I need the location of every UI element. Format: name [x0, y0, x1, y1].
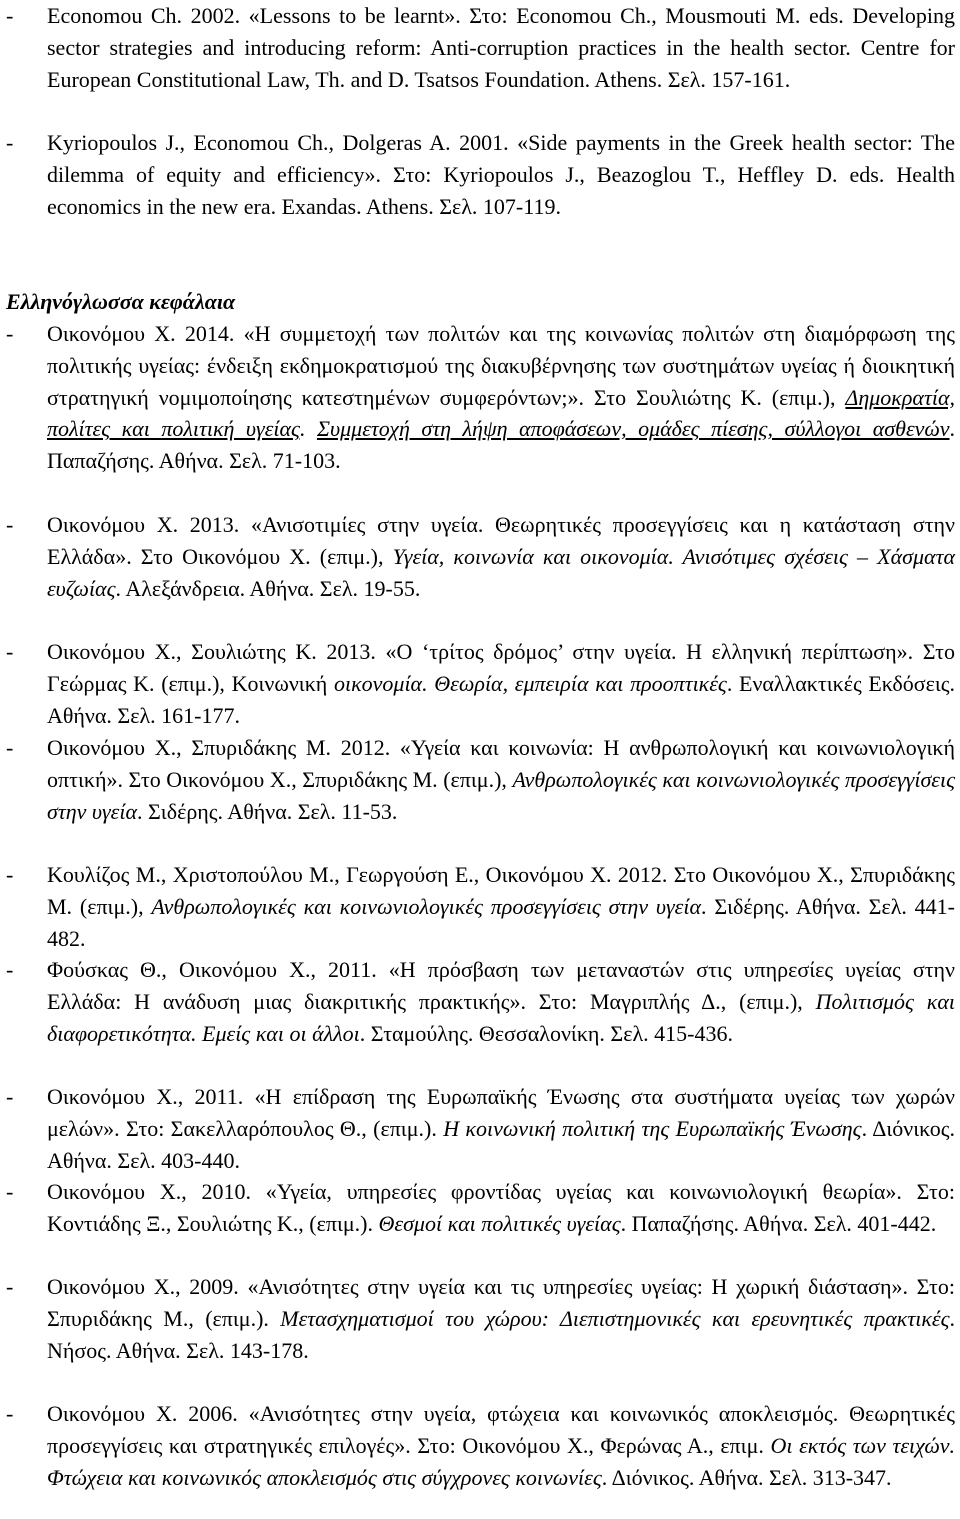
italic-title-run: Δημοκρατία, πολίτες και πολιτική υγείας — [47, 384, 955, 442]
italic-title-run: Υγεία, κοινωνία και οικονομία. Ανισότιμες σχέσεις – Χάσματα ευζωίας — [47, 543, 955, 601]
text-run: Οικονόμου Χ. 2013. «Ανισοτιμίες στην υγεία. Θεωρητικές προσεγγίσεις και η κατάσταση στην Ελλάδα». Στο Οικονόμου Χ. (επιμ.), — [47, 512, 955, 569]
list-dash: - — [6, 1401, 14, 1426]
text-run: . Διόνικος. Αθήνα. Σελ. 313-347. — [601, 1464, 892, 1490]
list-dash: - — [6, 862, 14, 887]
reference-text — [47, 732, 955, 827]
reference-entry — [0, 127, 955, 222]
text-run: Οικονόμου Χ., Σπυριδάκης Μ. 2012. «Υγεία και κοινωνία: Η ανθρωπολογική και κοινωνιολογική οπτική». Στο Οικονόμου Χ., Σπυριδάκης Μ. (επιμ.), — [47, 735, 955, 792]
italic-title-run: Ανθρωπολογικές και κοινωνιολογικές προσεγγίσεις στην υγεία — [47, 766, 956, 824]
reference-entry — [0, 954, 955, 1049]
list-dash: - — [6, 735, 14, 760]
italic-title-run: Ανθρωπολογικές και κοινωνιολογικές προσεγγίσεις στην υγεία — [151, 893, 701, 919]
text-run: . Διόνικος. Αθήνα. Σελ. 403-440. — [47, 1115, 955, 1173]
italic-title-run: οικονομία. Θεωρία, εμπειρία και προοπτικές — [333, 670, 727, 696]
text-run: . Σιδέρης. Αθήνα. Σελ. 441-482. — [47, 893, 956, 951]
reference-text — [47, 859, 955, 954]
reference-text — [47, 1081, 955, 1176]
reference-entry — [0, 732, 955, 827]
reference-entry — [0, 509, 955, 604]
reference-text — [47, 1271, 955, 1366]
list-dash: - — [6, 639, 14, 664]
text-run: . Εναλλακτικές Εκδόσεις. Αθήνα. Σελ. 161-177. — [47, 670, 955, 728]
text-run: . Σιδέρης. Αθήνα. Σελ. 11-53. — [137, 798, 398, 824]
list-dash: - — [6, 512, 14, 537]
text-run: . Σταμούλης. Θεσσαλονίκη. Σελ. 415-436. — [359, 1020, 733, 1046]
text-run: Οικονόμου Χ., 2011. «Η επίδραση της Ευρωπαϊκής Ένωσης στα συστήματα υγείας των χωρών μελών». Στο: Σακελλαρόπουλος Θ., (επιμ.). — [47, 1084, 955, 1141]
text-run: Φούσκας Θ., Οικονόμου Χ., 2011. «Η πρόσβαση των μεταναστών στις υπηρεσίες υγείας στην Ελλάδα: Η ανάδυση μιας διακριτικής πρακτικής». Στο: Μαγριπλής Δ., (επιμ.), — [47, 957, 955, 1014]
text-run: Kyriopoulos J., Economou Ch., Dolgeras A. 2001. «Side payments in the Greek health sector: The dilemma of equity and efficiency». Στο: Kyriopoulos J., Beazoglou T., Heffley D. eds. Health economics in the new era. Exandas. Athens. Σελ. 107-119. — [47, 130, 955, 219]
italic-title-run: Θεσμοί και πολιτικές υγείας — [378, 1210, 621, 1236]
italic-title-run: Οι εκτός των τειχών. Φτώχεια και κοινωνικός αποκλεισμός στις σύγχρονες κοινωνίες — [47, 1432, 955, 1490]
list-dash: - — [6, 3, 14, 28]
reference-text — [47, 127, 955, 222]
reference-entry — [0, 0, 955, 95]
reference-entry — [0, 318, 955, 477]
reference-entry — [0, 1271, 955, 1366]
list-dash: - — [6, 957, 14, 982]
reference-entry — [0, 636, 955, 731]
reference-text — [47, 636, 955, 731]
text-run: Οικονόμου Χ. 2014. «Η συμμετοχή των πολιτών και της κοινωνίας πολιτών στη διαμόρφωση της πολιτικής υγείας: ένδειξη εκδημοκρατισμού της διακυβέρνησης των συστημάτων υγείας ή διοικητική στρατηγική νομιμοποίησης κατεστημένων συμφερόντων;». Στο Σουλιώτης Κ. (επιμ.), — [47, 321, 955, 410]
text-run: Οικονόμου Χ., Σουλιώτης Κ. 2013. «Ο ‘τρίτος δρόμος’ στην υγεία. Η ελληνική περίπτωση». Στο Γεώρμας Κ. (επιμ.), Κοινωνική — [47, 639, 955, 696]
italic-title-run: Μετασχηματισμοί του χώρου: Διεπιστημονικές και ερευνητικές πρακτικές — [280, 1305, 950, 1331]
italic-title-run: Συμμετοχή στη λήψη αποφάσεων, ομάδες πίεσης, σύλλογοι ασθενών — [316, 416, 950, 442]
reference-entry — [0, 859, 955, 954]
text-run: Κουλίζος Μ., Χριστοπούλου Μ., Γεωργούση Ε., Οικονόμου Χ. 2012. Στο Οικονόμου Χ., Σπυριδάκης Μ. (επιμ.), — [47, 862, 955, 919]
list-dash: - — [6, 130, 14, 155]
reference-entry — [0, 1398, 955, 1493]
text-run: . Παπαζήσης. Αθήνα. Σελ. 71-103. — [47, 416, 955, 474]
italic-title-run: Η κοινωνική πολιτική της Ευρωπαϊκής Ένωσης — [443, 1115, 862, 1141]
italic-title-run: Πολιτισμός και διαφορετικότητα. Εμείς και οι άλλοι — [47, 988, 955, 1046]
reference-entry — [0, 1081, 955, 1176]
reference-text — [47, 0, 955, 95]
reference-text — [47, 509, 955, 604]
text-run: Οικονόμου Χ. 2006. «Ανισότητες στην υγεία, φτώχεια και κοινωνικός αποκλεισμός. Θεωρητικές προσεγγίσεις και στρατηγικές επιλογές». Στο: Οικονόμου Χ., Φερώνας Α., επιμ. — [47, 1401, 955, 1458]
text-run: . Νήσος. Αθήνα. Σελ. 143-178. — [47, 1305, 955, 1363]
italic-title-run: . — [299, 416, 317, 442]
reference-text — [47, 1176, 955, 1240]
text-run: . Παπαζήσης. Αθήνα. Σελ. 401-442. — [620, 1210, 937, 1236]
section-heading: Ελληνόγλωσσα κεφάλαια — [6, 289, 236, 314]
reference-text — [47, 1398, 955, 1493]
list-dash: - — [6, 321, 14, 346]
list-dash: - — [6, 1274, 14, 1299]
reference-entry — [0, 1176, 955, 1240]
text-run: Οικονόμου Χ., 2010. «Υγεία, υπηρεσίες φροντίδας υγείας και κοινωνιολογική θεωρία». Στο: Κοντιάδης Ξ., Σουλιώτης Κ., (επιμ.). — [47, 1179, 955, 1236]
reference-text — [47, 954, 955, 1049]
list-dash: - — [6, 1084, 14, 1109]
reference-text — [47, 318, 955, 477]
list-dash: - — [6, 1179, 14, 1204]
text-run: Economou Ch. 2002. «Lessons to be learnt». Στο: Economou Ch., Mousmouti M. eds. Developing sector strategies and introducing reform: Anti-corruption practices in the health sector. Centre for European Constitutional Law, Th. and D. Tsatsos Foundation. Athens. Σελ. 157-161. — [47, 3, 955, 92]
text-run: Οικονόμου Χ., 2009. «Ανισότητες στην υγεία και τις υπηρεσίες υγείας: Η χωρική διάσταση». Στο: Σπυριδάκης Μ., (επιμ.). — [47, 1274, 955, 1331]
text-run: . Αλεξάνδρεια. Αθήνα. Σελ. 19-55. — [115, 575, 421, 601]
